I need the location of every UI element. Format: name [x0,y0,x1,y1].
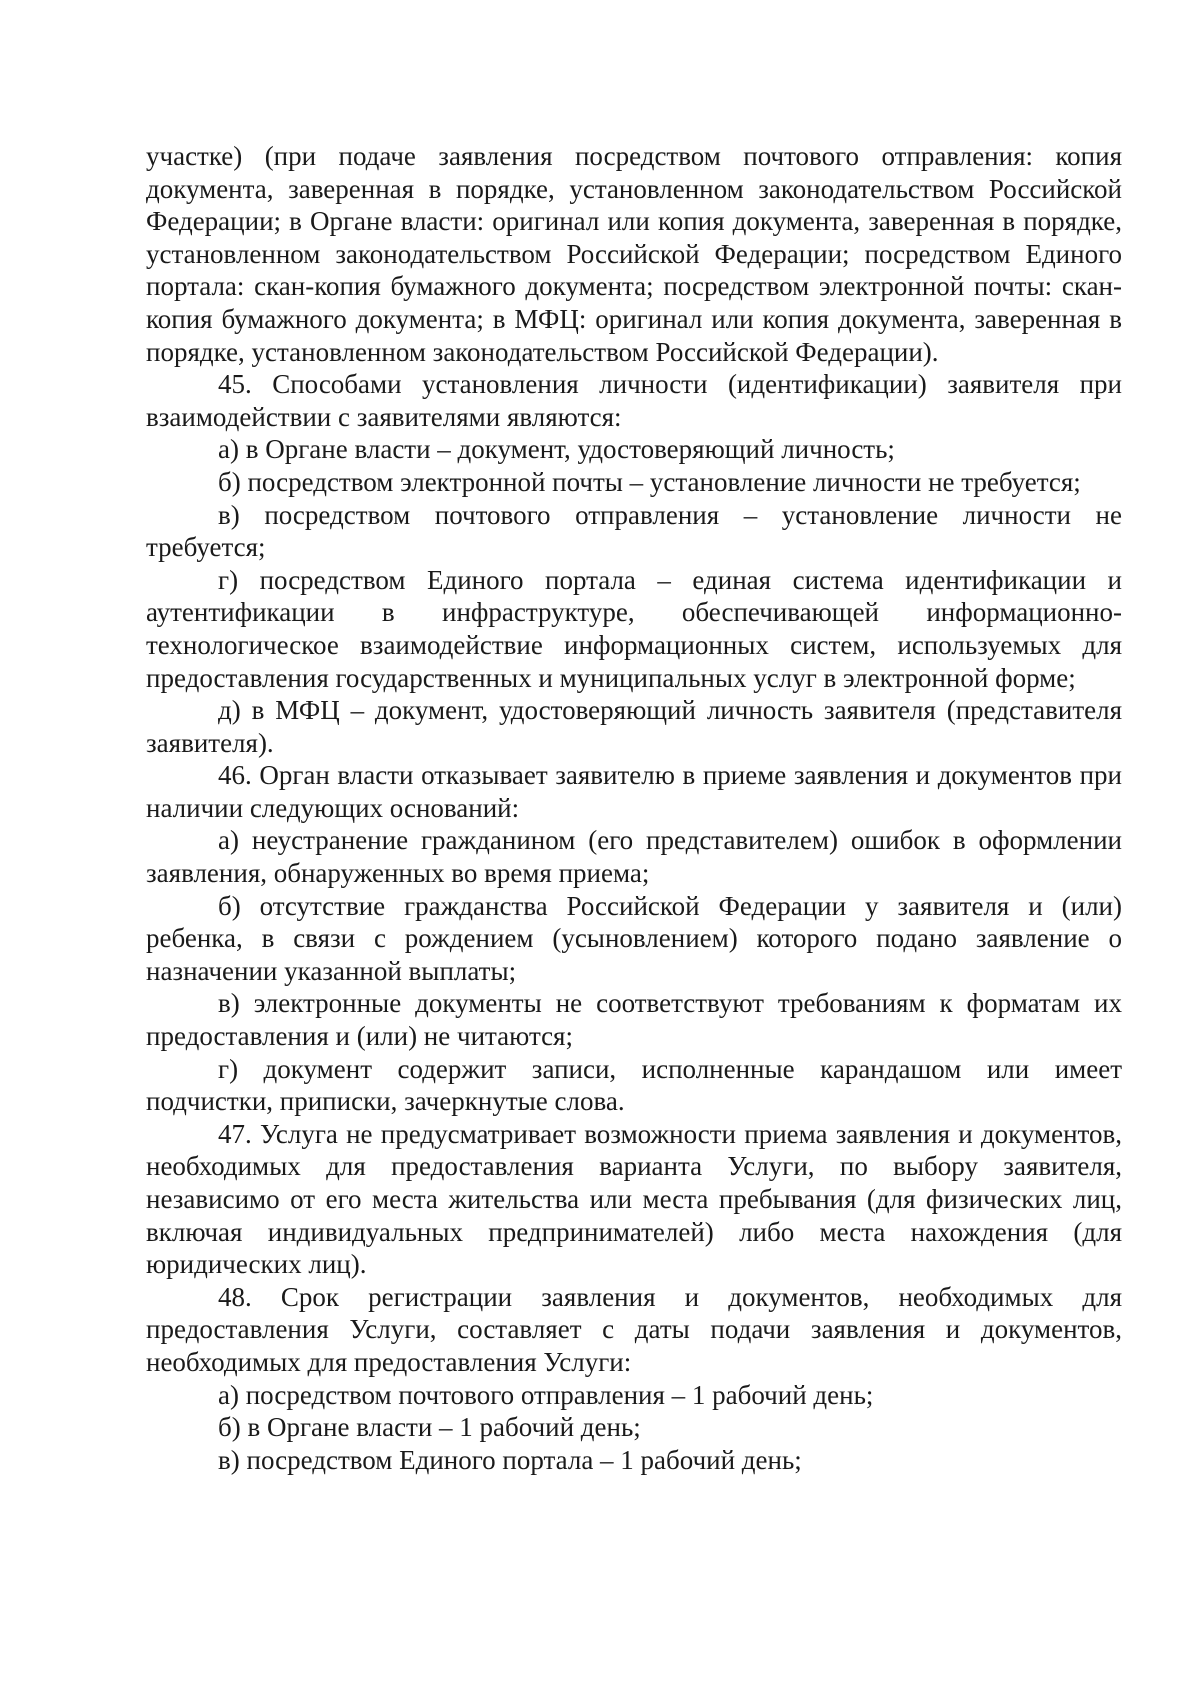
paragraph-46-a: а) неустранение гражданином (его представителем) ошибок в оформлении заявления, обнаруженных во время приема; [146,825,1122,889]
paragraph-46-b: б) отсутствие гражданства Российской Федерации у заявителя и (или) ребенка, в связи с рождением (усыновлением) которого подано заявление о назначении указанной выплаты; [146,890,1122,986]
paragraph-45-b: б) посредством электронной почты – установление личности не требуется; [218,466,1081,497]
paragraph-48-v: в) посредством Единого портала – 1 рабочий день; [218,1444,802,1475]
paragraph-48: 48. Срок регистрации заявления и документов, необходимых для предоставления Услуги, составляет с даты подачи заявления и документов, необходимых для предоставления Услуги: [146,1281,1122,1377]
paragraph-47: 47. Услуга не предусматривает возможности приема заявления и документов, необходимых для предоставления варианта Услуги, по выбору заявителя, независимо от его места жительства или места пребывания (для физических лиц, включая индивидуальных предпринимателей) либо места нахождения (для юридических лиц). [146,1118,1122,1280]
paragraph-continuation: участке) (при подаче заявления посредством почтового отправления: копия документа, заверенная в порядке, установленном законодательством Российской Федерации; в Органе власти: оригинал или копия документа, заверенная в порядке, установленном законодательством Российской Федерации; посредством Единого портала: скан-копия бумажного документа; посредством электронной почты: скан-копия бумажного документа; в МФЦ: оригинал или копия документа, заверенная в порядке, установленном законодательством Российской Федерации). [146,141,1122,367]
paragraph-45-g: г) посредством Единого портала – единая система идентификации и аутентификации в инфраструктуре, обеспечивающей информационно-технологическое взаимодействие информационных систем, используемых для предоставления государственных и муниципальных услуг в электронной форме; [146,564,1122,693]
paragraph-46-g: г) документ содержит записи, исполненные карандашом или имеет подчистки, приписки, зачеркнутые слова. [146,1053,1122,1117]
paragraph-46: 46. Орган власти отказывает заявителю в приеме заявления и документов при наличии следующих оснований: [146,760,1122,823]
paragraph-46-v: в) электронные документы не соответствуют требованиям к форматам их предоставления и (или) не читаются; [146,988,1122,1052]
document-body [146,140,1122,1476]
paragraph-48-a: а) посредством почтового отправления – 1 рабочий день; [218,1379,874,1410]
paragraph-45: 45. Способами установления личности (идентификации) заявителя при взаимодействии с заявителями являются: [146,369,1122,432]
paragraph-45-d: д) в МФЦ – документ, удостоверяющий личность заявителя (представителя заявителя). [146,695,1122,758]
paragraph-48-b: б) в Органе власти – 1 рабочий день; [218,1412,641,1443]
paragraph-45-v: в) посредством почтового отправления – установление личности не требуется; [146,499,1122,563]
paragraph-45-a: а) в Органе власти – документ, удостоверяющий личность; [218,434,895,465]
